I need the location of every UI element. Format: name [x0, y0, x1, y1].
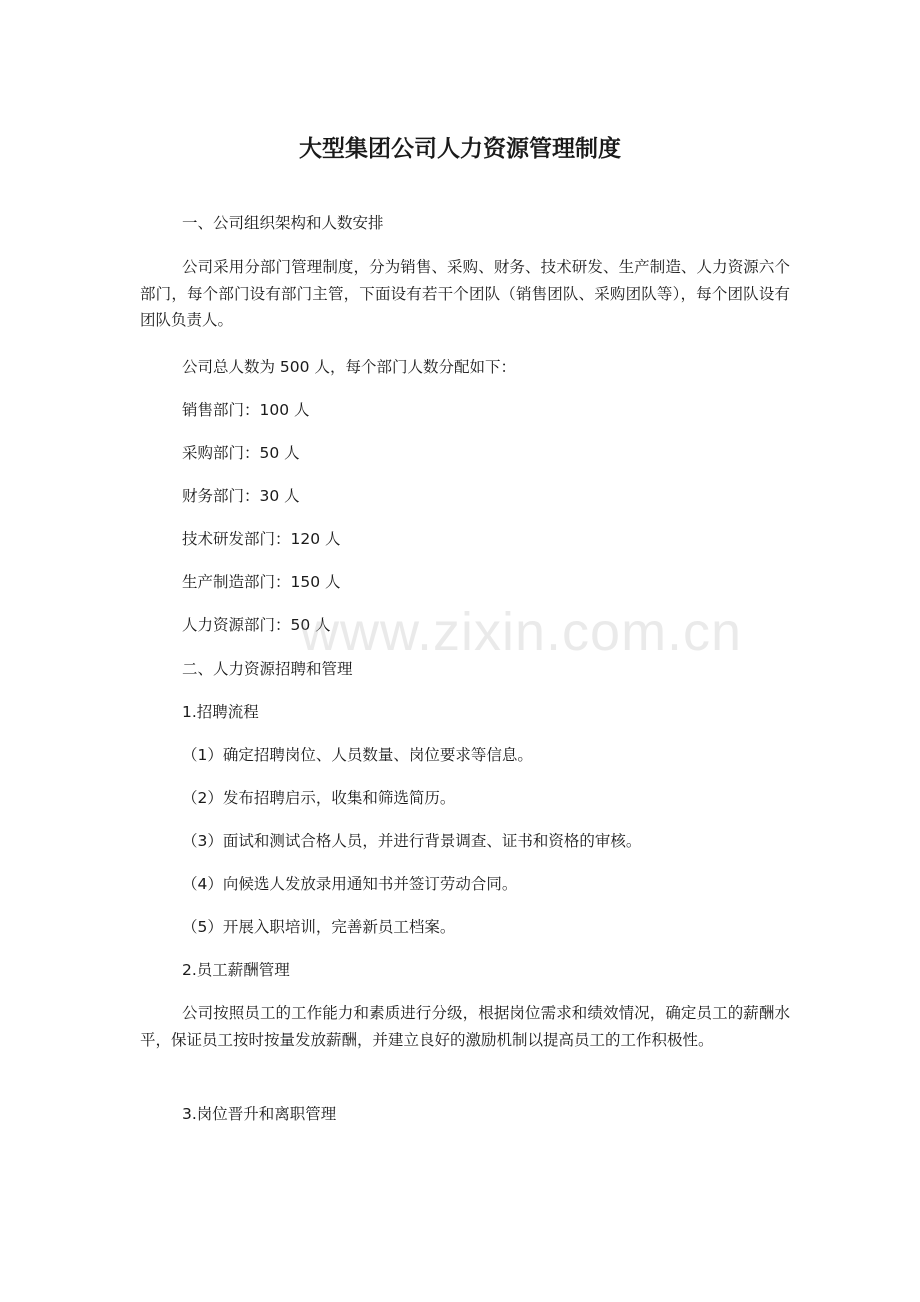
paragraph-headcount: 公司总人数为 500 人，每个部门人数分配如下： — [182, 358, 516, 376]
document-title: 大型集团公司人力资源管理制度 — [299, 136, 621, 162]
subheading-compensation: 2.员工薪酬管理 — [182, 961, 290, 979]
subheading-promotion-resignation: 3.岗位晋升和离职管理 — [182, 1105, 337, 1123]
subheading-recruitment-process: 1.招聘流程 — [182, 703, 259, 721]
department-item-finance: 财务部门：30 人 — [182, 487, 300, 505]
department-item-hr: 人力资源部门：50 人 — [182, 616, 331, 634]
list-item-step-5: （5）开展入职培训，完善新员工档案。 — [182, 918, 456, 936]
department-item-manufacturing: 生产制造部门：150 人 — [182, 573, 341, 591]
watermark-text: www.zixin.com.cn — [300, 602, 743, 662]
list-item-step-4: （4）向候选人发放录用通知书并签订劳动合同。 — [182, 875, 518, 893]
section-heading-recruitment: 二、人力资源招聘和管理 — [182, 660, 353, 678]
list-item-step-2: （2）发布招聘启示，收集和筛选简历。 — [182, 789, 456, 807]
list-item-step-3: （3）面试和测试合格人员，并进行背景调查、证书和资格的审核。 — [182, 832, 642, 850]
list-item-step-1: （1）确定招聘岗位、人员数量、岗位要求等信息。 — [182, 746, 533, 764]
section-heading-organization: 一、公司组织架构和人数安排 — [182, 214, 384, 232]
department-item-purchasing: 采购部门：50 人 — [182, 444, 300, 462]
department-item-rnd: 技术研发部门：120 人 — [182, 530, 341, 548]
paragraph-compensation: 公司按照员工的工作能力和素质进行分级，根据岗位需求和绩效情况，确定员工的薪酬水平，保证员工按时按量发放薪酬，并建立良好的激励机制以提高员工的工作积极性。 — [140, 1004, 790, 1049]
paragraph-org-structure: 公司采用分部门管理制度，分为销售、采购、财务、技术研发、生产制造、人力资源六个部门，每个部门设有部门主管，下面设有若干个团队（销售团队、采购团队等），每个团队设有团队负责人。 — [140, 258, 790, 329]
department-item-sales: 销售部门：100 人 — [182, 401, 310, 419]
